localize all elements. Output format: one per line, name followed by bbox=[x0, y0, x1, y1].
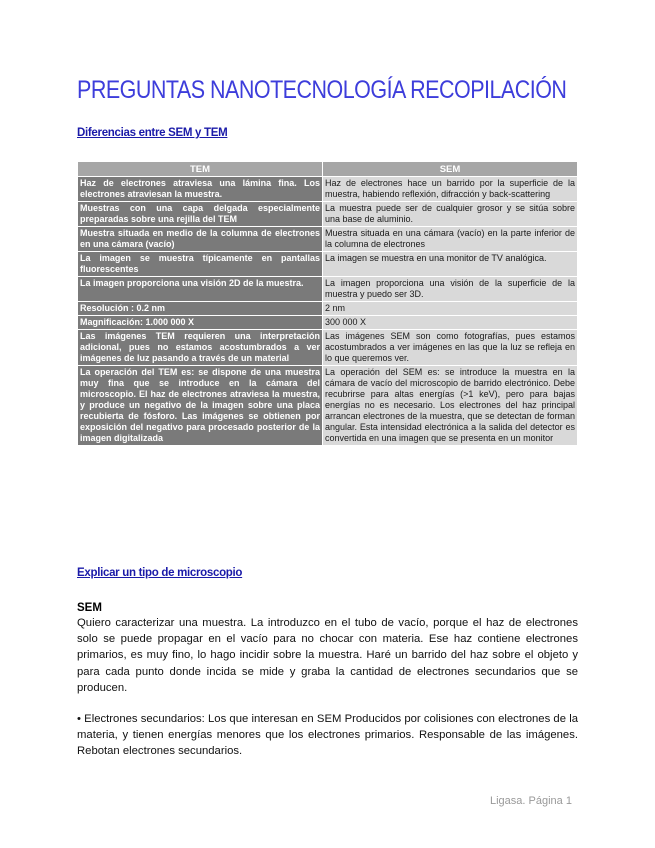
table-row bbox=[78, 302, 578, 316]
table-row bbox=[78, 316, 578, 330]
cell-sem: 2 nm bbox=[323, 302, 578, 316]
table-row bbox=[78, 177, 578, 202]
cell-tem: Muestras con una capa delgada especialmente preparadas sobre una rejilla del TEM bbox=[78, 202, 323, 227]
table-row bbox=[78, 277, 578, 302]
section-heading-microscope[interactable]: Explicar un tipo de microscopio bbox=[77, 567, 243, 579]
cell-sem: 300 000 X bbox=[323, 316, 578, 330]
cell-tem: Resolución : 0.2 nm bbox=[78, 302, 323, 316]
cell-sem: La imagen proporciona una visión de la superficie de la muestra y puedo ser 3D. bbox=[323, 277, 578, 302]
paragraph-secondary-electrons: • Electrones secundarios: Los que interesan en SEM Producidos por colisiones con electrones de la materia, y tienen energías menores que los electrones primarios. Responsable de las imágenes. Rebotan electrones secundarios. bbox=[77, 713, 578, 758]
table-row bbox=[78, 330, 578, 366]
paragraph-sem-description: Quiero caracterizar una muestra. La introduzco en el tubo de vacío, porque el haz de electrones solo se puede propagar en el vacío para no chocar con materia. Ese haz contiene electrones primarios, es muy fino, lo hago incidir sobre la muestra. Haré un barrido del haz sobre el objeto y para cada punto donde incida se mide y graba la cantidad de electrones secundarios que se producen. bbox=[77, 617, 578, 694]
header-sem: SEM bbox=[323, 162, 578, 177]
section-heading-differences[interactable]: Diferencias entre SEM y TEM bbox=[77, 127, 228, 139]
table-row bbox=[78, 202, 578, 227]
comparison-table bbox=[77, 161, 578, 446]
page-title: PREGUNTAS NANOTECNOLOGÍA RECOPILACIÓN bbox=[77, 76, 567, 104]
cell-tem: Muestra situada en medio de la columna de electrones en una cámara (vacío) bbox=[78, 227, 323, 252]
cell-sem: La muestra puede ser de cualquier grosor y se sitúa sobre una base de aluminio. bbox=[323, 202, 578, 227]
page-footer: Ligasa. Página 1 bbox=[490, 795, 572, 807]
cell-tem: Las imágenes TEM requieren una interpretación adicional, pues no estamos acostumbrados a ver imágenes de luz pasando a través de un material bbox=[78, 330, 323, 366]
header-tem: TEM bbox=[78, 162, 323, 177]
table-row bbox=[78, 227, 578, 252]
cell-sem: La imagen se muestra en una monitor de TV analógica. bbox=[323, 252, 578, 277]
cell-tem: La imagen proporciona una visión 2D de la muestra. bbox=[78, 277, 323, 302]
cell-sem: Muestra situada en una cámara (vacío) en la parte inferior de la columna de electrones bbox=[323, 227, 578, 252]
table-row bbox=[78, 366, 578, 446]
cell-tem: Magnificación: 1.000 000 X bbox=[78, 316, 323, 330]
sem-subheading: SEM bbox=[77, 602, 102, 614]
cell-sem: Haz de electrones hace un barrido por la superficie de la muestra, habiendo reflexión, difracción y back-scattering bbox=[323, 177, 578, 202]
cell-tem: La operación del TEM es: se dispone de una muestra muy fina que se introduce en la cámara del microscopio. El haz de electrones atraviesa la muestra, y produce un negativo de la imagen sobre una placa recubierta de fósforo. Las imágenes se obtienen por exposición del negativo para procesado posterior de la imagen digitalizada bbox=[78, 366, 323, 446]
cell-tem: La imagen se muestra típicamente en pantallas fluorescentes bbox=[78, 252, 323, 277]
cell-sem: La operación del SEM es: se introduce la muestra en la cámara de vacío del microscopio de barrido electrónico. Debe recubrirse para altas energías (>1 keV), pero para bajas energías no es necesario. Los electrones del haz principal arrancan electrones de la muestra, que se detectan de forman angular. Esta intensidad electrónica a la salida del detector es convertida en una imagen que se presenta en un monitor bbox=[323, 366, 578, 446]
cell-tem: Haz de electrones atraviesa una lámina fina. Los electrones atraviesan la muestra. bbox=[78, 177, 323, 202]
cell-sem: Las imágenes SEM son como fotografías, pues estamos acostumbrados a ver imágenes en las que la luz se refleja en lo que queremos ver. bbox=[323, 330, 578, 366]
table-row bbox=[78, 252, 578, 277]
table-header-row bbox=[78, 162, 578, 177]
